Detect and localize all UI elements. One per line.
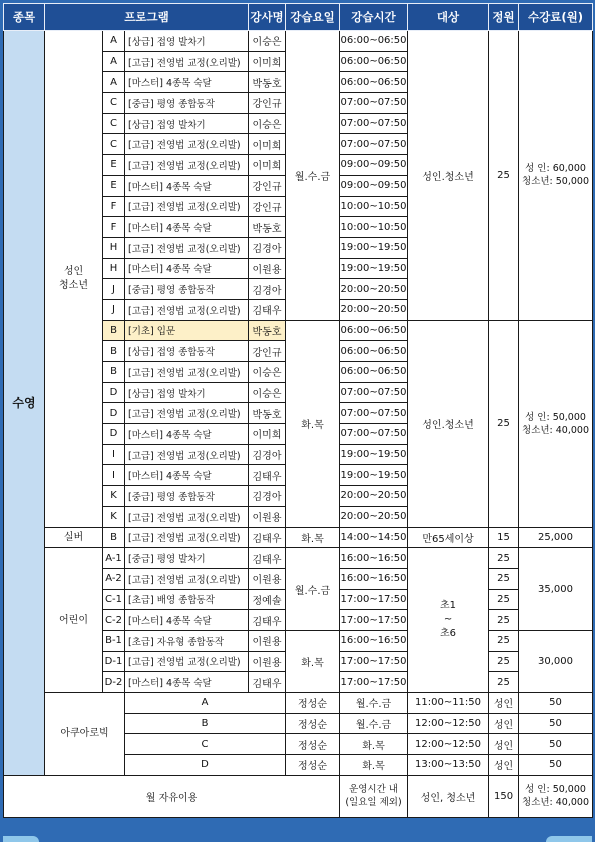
instructor-name: 김태우	[249, 672, 286, 693]
class-code: B-1	[103, 630, 125, 651]
target-group: 만65세이상	[408, 527, 489, 548]
decoration-wave-left	[3, 836, 39, 842]
class-code: B	[103, 320, 125, 341]
group-silver: 실버	[45, 527, 103, 548]
class-time: 16:00~16:50	[340, 630, 408, 651]
fee: 35,000	[519, 548, 593, 631]
class-code: D	[103, 403, 125, 424]
class-code: C	[103, 134, 125, 155]
program-name: [마스터] 4종목 숙달	[125, 610, 249, 631]
header-capacity: 정원	[489, 4, 519, 31]
class-code: B	[103, 341, 125, 362]
group-aqua: 아쿠아로빅	[45, 693, 125, 776]
class-code: J	[103, 279, 125, 300]
header-program: 프로그램	[45, 4, 249, 31]
instructor-name: 김태우	[249, 548, 286, 569]
class-time: 17:00~17:50	[340, 672, 408, 693]
program-name: [마스터] 4종목 숙달	[125, 258, 249, 279]
class-time: 06:00~06:50	[340, 320, 408, 341]
class-code: D	[103, 424, 125, 445]
capacity: 50	[519, 713, 593, 734]
class-time: 07:00~07:50	[340, 134, 408, 155]
class-code: A	[103, 31, 125, 52]
class-code: H	[103, 237, 125, 258]
instructor-name: 김경아	[249, 237, 286, 258]
instructor-name: 정성순	[286, 713, 340, 734]
instructor-name: 강인규	[249, 341, 286, 362]
program-name: [상급] 접영 종합동작	[125, 341, 249, 362]
instructor-name: 김태우	[249, 527, 286, 548]
class-days: 월.수.금	[286, 31, 340, 321]
class-days: 월.수.금	[340, 713, 408, 734]
capacity: 50	[519, 693, 593, 714]
table-row	[4, 527, 593, 548]
class-days: 월.수.금	[340, 693, 408, 714]
class-code: C	[125, 734, 286, 755]
capacity: 25	[489, 672, 519, 693]
target-group: 성인	[489, 734, 519, 755]
class-code: D-2	[103, 672, 125, 693]
class-code: A-1	[103, 548, 125, 569]
program-name: [마스터] 4종목 숙달	[125, 217, 249, 238]
program-name: [고급] 전영법 교정(오리발)	[125, 506, 249, 527]
instructor-name: 이미희	[249, 134, 286, 155]
program-name: [고급] 전영법 교정(오리발)	[125, 362, 249, 383]
table-row	[4, 548, 593, 569]
class-time: 16:00~16:50	[340, 548, 408, 569]
class-time: 06:00~06:50	[340, 341, 408, 362]
instructor-name: 강인규	[249, 196, 286, 217]
class-days: 화.목	[286, 527, 340, 548]
capacity: 150	[489, 775, 519, 817]
instructor-name: 정예솔	[249, 589, 286, 610]
capacity: 15	[489, 527, 519, 548]
class-time: 19:00~19:50	[340, 444, 408, 465]
program-name: [기초] 입문	[125, 320, 249, 341]
fee: 25,000	[519, 527, 593, 548]
class-code: A	[103, 72, 125, 93]
fee: 30,000	[519, 630, 593, 692]
instructor-name: 이원용	[249, 506, 286, 527]
instructor-name: 정성순	[286, 755, 340, 776]
class-code: A	[103, 51, 125, 72]
class-code: C-1	[103, 589, 125, 610]
fee: 성 인: 50,000 청소년: 40,000	[519, 320, 593, 527]
instructor-name: 김태우	[249, 610, 286, 631]
instructor-name: 김경아	[249, 444, 286, 465]
program-name: [상급] 접영 발차기	[125, 113, 249, 134]
group-kids: 어린이	[45, 548, 103, 693]
target-group: 성인	[489, 755, 519, 776]
class-time: 10:00~10:50	[340, 196, 408, 217]
capacity: 25	[489, 320, 519, 527]
class-code: C	[103, 93, 125, 114]
instructor-name: 이원용	[249, 630, 286, 651]
class-time: 19:00~19:50	[340, 465, 408, 486]
instructor-name: 강인규	[249, 175, 286, 196]
class-time: 07:00~07:50	[340, 403, 408, 424]
class-time: 19:00~19:50	[340, 258, 408, 279]
program-name: [마스터] 4종목 숙달	[125, 175, 249, 196]
header-fee: 수강료(원)	[519, 4, 593, 31]
target-group: 초1 ~ 초6	[408, 548, 489, 693]
program-name: [중급] 평영 발차기	[125, 548, 249, 569]
class-time: 06:00~06:50	[340, 72, 408, 93]
instructor-name: 정성순	[286, 693, 340, 714]
program-name: [중급] 평영 종합동작	[125, 93, 249, 114]
class-code: D-1	[103, 651, 125, 672]
program-name: [고급] 전영법 교정(오리발)	[125, 403, 249, 424]
program-name: [상급] 접영 발차기	[125, 382, 249, 403]
header-category: 종목	[4, 4, 45, 31]
class-days: 화.목	[340, 755, 408, 776]
class-time: 06:00~06:50	[340, 362, 408, 383]
program-name: [고급] 전영법 교정(오리발)	[125, 196, 249, 217]
class-time: 07:00~07:50	[340, 93, 408, 114]
class-code: D	[125, 755, 286, 776]
instructor-name: 박동호	[249, 320, 286, 341]
header-target: 대상	[408, 4, 489, 31]
schedule-wrapper	[3, 3, 592, 842]
class-code: A-2	[103, 568, 125, 589]
instructor-name: 이승은	[249, 31, 286, 52]
table-row	[4, 31, 593, 52]
target-group: 성인, 청소년	[408, 775, 489, 817]
target-group: 성인	[489, 693, 519, 714]
capacity: 25	[489, 568, 519, 589]
class-code: E	[103, 155, 125, 176]
target-group: 성인	[489, 713, 519, 734]
program-name: [마스터] 4종목 숙달	[125, 465, 249, 486]
schedule-body	[4, 31, 593, 818]
capacity: 50	[519, 755, 593, 776]
decoration-wave-right	[546, 836, 592, 842]
capacity: 25	[489, 31, 519, 321]
instructor-name: 김경아	[249, 486, 286, 507]
class-days: 화.목	[340, 734, 408, 755]
category-label: 수영	[4, 31, 45, 776]
fee: 성 인: 50,000 청소년: 40,000	[519, 775, 593, 817]
class-days: 월.수.금	[286, 548, 340, 631]
class-code: J	[103, 299, 125, 320]
program-name: [상급] 접영 발차기	[125, 31, 249, 52]
instructor-name: 정성순	[286, 734, 340, 755]
program-name: [마스터] 4종목 숙달	[125, 672, 249, 693]
class-time: 09:00~09:50	[340, 155, 408, 176]
program-name: [고급] 전영법 교정(오리발)	[125, 568, 249, 589]
class-time: 20:00~20:50	[340, 299, 408, 320]
program-name: [초급] 자유형 종합동작	[125, 630, 249, 651]
instructor-name: 이원용	[249, 651, 286, 672]
class-time: 20:00~20:50	[340, 486, 408, 507]
class-time: 20:00~20:50	[340, 506, 408, 527]
class-code: A	[125, 693, 286, 714]
program-name: [마스터] 4종목 숙달	[125, 424, 249, 445]
capacity: 25	[489, 651, 519, 672]
class-code: E	[103, 175, 125, 196]
class-code: H	[103, 258, 125, 279]
program-name: [고급] 전영법 교정(오리발)	[125, 134, 249, 155]
instructor-name: 이승은	[249, 362, 286, 383]
class-time: 06:00~06:50	[340, 51, 408, 72]
program-name: [중급] 평영 종합동작	[125, 279, 249, 300]
instructor-name: 이승은	[249, 382, 286, 403]
instructor-name: 이미희	[249, 51, 286, 72]
class-days: 화.목	[286, 630, 340, 692]
instructor-name: 박동호	[249, 403, 286, 424]
header-time: 강습시간	[340, 4, 408, 31]
program-name: [초급] 배영 종합동작	[125, 589, 249, 610]
class-time: 19:00~19:50	[340, 237, 408, 258]
class-code: B	[125, 713, 286, 734]
fee: 성 인: 60,000 청소년: 50,000	[519, 31, 593, 321]
program-name: [고급] 전영법 교정(오리발)	[125, 444, 249, 465]
target-group: 성인.청소년	[408, 320, 489, 527]
class-time: 07:00~07:50	[340, 424, 408, 445]
table-row	[4, 775, 593, 817]
program-name: [고급] 전영법 교정(오리발)	[125, 51, 249, 72]
instructor-name: 김경아	[249, 279, 286, 300]
class-time: 07:00~07:50	[340, 113, 408, 134]
instructor-name: 박동호	[249, 72, 286, 93]
program-name: [고급] 전영법 교정(오리발)	[125, 299, 249, 320]
instructor-name: 박동호	[249, 217, 286, 238]
class-code: D	[103, 382, 125, 403]
target-group: 성인.청소년	[408, 31, 489, 321]
capacity: 25	[489, 630, 519, 651]
swim-schedule-table	[3, 3, 593, 818]
header-days: 강습요일	[286, 4, 340, 31]
class-code: I	[103, 444, 125, 465]
instructor-name: 이승은	[249, 113, 286, 134]
program-name: [고급] 전영법 교정(오리발)	[125, 237, 249, 258]
class-time: 07:00~07:50	[340, 382, 408, 403]
program-name: [고급] 전영법 교정(오리발)	[125, 651, 249, 672]
capacity: 50	[519, 734, 593, 755]
class-time: 10:00~10:50	[340, 217, 408, 238]
class-code: I	[103, 465, 125, 486]
instructor-name: 이미희	[249, 155, 286, 176]
class-time: 20:00~20:50	[340, 279, 408, 300]
program-name: [중급] 평영 종합동작	[125, 486, 249, 507]
class-code: B	[103, 362, 125, 383]
class-time: 12:00~12:50	[408, 713, 489, 734]
class-time: 17:00~17:50	[340, 651, 408, 672]
class-code: C-2	[103, 610, 125, 631]
capacity: 25	[489, 548, 519, 569]
program-name: [마스터] 4종목 숙달	[125, 72, 249, 93]
instructor-name: 이원용	[249, 568, 286, 589]
class-time: 11:00~11:50	[408, 693, 489, 714]
class-time: 운영시간 내 (일요일 제외)	[340, 775, 408, 817]
class-days: 화.목	[286, 320, 340, 527]
capacity: 25	[489, 589, 519, 610]
class-code: K	[103, 486, 125, 507]
class-code: C	[103, 113, 125, 134]
class-code: F	[103, 217, 125, 238]
instructor-name: 김태우	[249, 299, 286, 320]
header-row	[4, 4, 593, 31]
instructor-name: 이미희	[249, 424, 286, 445]
program-name: [고급] 전영법 교정(오리발)	[125, 155, 249, 176]
class-code: F	[103, 196, 125, 217]
instructor-name: 김태우	[249, 465, 286, 486]
class-code: K	[103, 506, 125, 527]
class-time: 17:00~17:50	[340, 589, 408, 610]
class-time: 16:00~16:50	[340, 568, 408, 589]
program-name: [고급] 전영법 교정(오리발)	[125, 527, 249, 548]
class-time: 17:00~17:50	[340, 610, 408, 631]
class-code: B	[103, 527, 125, 548]
instructor-name: 이원용	[249, 258, 286, 279]
instructor-name: 강인규	[249, 93, 286, 114]
header-instructor: 강사명	[249, 4, 286, 31]
class-time: 12:00~12:50	[408, 734, 489, 755]
class-time: 09:00~09:50	[340, 175, 408, 196]
table-row	[4, 693, 593, 714]
class-time: 14:00~14:50	[340, 527, 408, 548]
class-time: 13:00~13:50	[408, 755, 489, 776]
group-adult: 성인 청소년	[45, 31, 103, 528]
capacity: 25	[489, 610, 519, 631]
free-use-label: 월 자유이용	[4, 775, 340, 817]
class-time: 06:00~06:50	[340, 31, 408, 52]
